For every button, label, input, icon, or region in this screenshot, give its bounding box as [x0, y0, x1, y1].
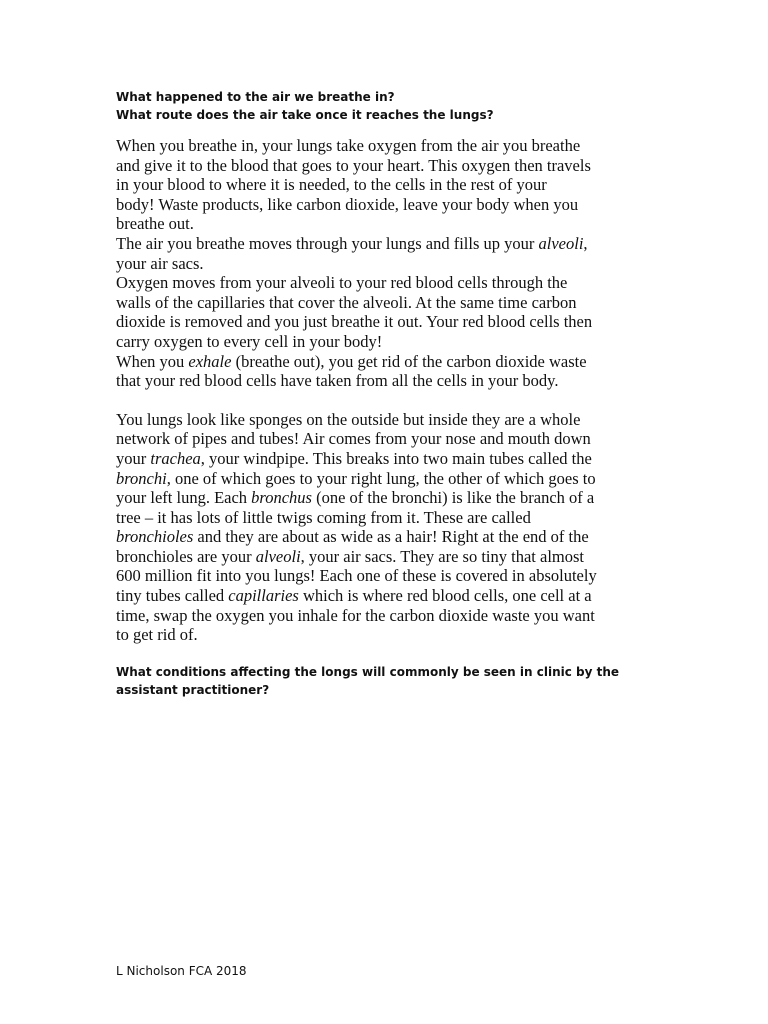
footer-author: L Nicholson FCA 2018 — [116, 964, 247, 978]
term-exhale: exhale — [188, 351, 232, 371]
term-trachea: trachea — [150, 448, 201, 468]
text-line — [116, 469, 656, 489]
text-line: walls of the capillaries that cover the alveoli. At the same time carbon — [116, 292, 577, 312]
paragraph-breathing — [116, 136, 656, 391]
text-line — [116, 527, 656, 547]
term-alveoli: alveoli — [538, 233, 584, 253]
text-run: The air you breathe moves through your lungs and fills up your — [116, 233, 539, 253]
heading-air-breathed: What happened to the air we breathe in? — [116, 90, 395, 104]
text-line: to get rid of. — [116, 625, 198, 645]
text-line: and give it to the blood that goes to your heart. This oxygen then travels — [116, 155, 591, 175]
text-line: tree – it has lots of little twigs coming from it. These are called — [116, 507, 531, 527]
text-line: Oxygen moves from your alveoli to your red blood cells through the — [116, 273, 568, 293]
text-line: breathe out. — [116, 214, 194, 234]
text-line: time, swap the oxygen you inhale for the carbon dioxide waste you want — [116, 605, 595, 625]
text-run: , your windpipe. This breaks into two main tubes called the — [200, 448, 592, 468]
text-run: , one of which goes to your right lung, the other of which goes to — [166, 468, 596, 488]
term-bronchioles: bronchioles — [116, 527, 194, 547]
text-run: (one of the bronchi) is like the branch of a — [311, 488, 595, 508]
term-bronchi: bronchi — [116, 468, 167, 488]
text-run: your — [116, 448, 151, 468]
text-line: carry oxygen to every cell in your body! — [116, 331, 383, 351]
text-line: When you breathe in, your lungs take oxygen from the air you breathe — [116, 136, 581, 155]
text-run: , your air sacs. They are so tiny that almost — [300, 546, 584, 566]
heading-air-route: What route does the air take once it reaches the lungs? — [116, 108, 494, 122]
text-run: , — [583, 233, 588, 253]
text-line: dioxide is removed and you just breathe it out. Your red blood cells then — [116, 312, 593, 332]
text-line — [116, 352, 656, 372]
text-run: your left lung. Each — [116, 488, 252, 508]
text-line: body! Waste products, like carbon dioxide, leave your body when you — [116, 194, 579, 214]
text-line: your air sacs. — [116, 253, 204, 273]
text-line — [116, 586, 656, 606]
text-line: that your red blood cells have taken from all the cells in your body. — [116, 371, 559, 391]
text-line: What conditions affecting the longs will commonly be seen in clinic by the — [116, 664, 620, 679]
term-bronchus: bronchus — [251, 488, 312, 508]
text-line — [116, 488, 656, 508]
text-run: which is where red blood cells, one cell at a — [298, 586, 592, 606]
text-run: tiny tubes called — [116, 586, 229, 606]
text-run: bronchioles are your — [116, 546, 256, 566]
text-line: 600 million fit into you lungs! Each one of these is covered in absolutely — [116, 566, 597, 586]
text-line: You lungs look like sponges on the outside but inside they are a whole — [116, 409, 581, 429]
text-line: in your blood to where it is needed, to the cells in the rest of your — [116, 175, 547, 195]
question-lung-conditions — [116, 663, 656, 699]
term-alveoli: alveoli — [255, 546, 301, 566]
term-capillaries: capillaries — [228, 586, 299, 606]
text-line: network of pipes and tubes! Air comes from your nose and mouth down — [116, 429, 591, 449]
text-line: assistant practitioner? — [116, 682, 270, 697]
text-line — [116, 449, 656, 469]
text-line — [116, 547, 656, 567]
text-line — [116, 234, 656, 254]
text-run: and they are about as wide as a hair! Right at the end of the — [193, 527, 589, 547]
text-run: When you — [116, 351, 189, 371]
text-run: (breathe out), you get rid of the carbon dioxide waste — [231, 351, 587, 371]
document-page — [116, 88, 656, 699]
paragraph-lung-structure — [116, 410, 656, 645]
